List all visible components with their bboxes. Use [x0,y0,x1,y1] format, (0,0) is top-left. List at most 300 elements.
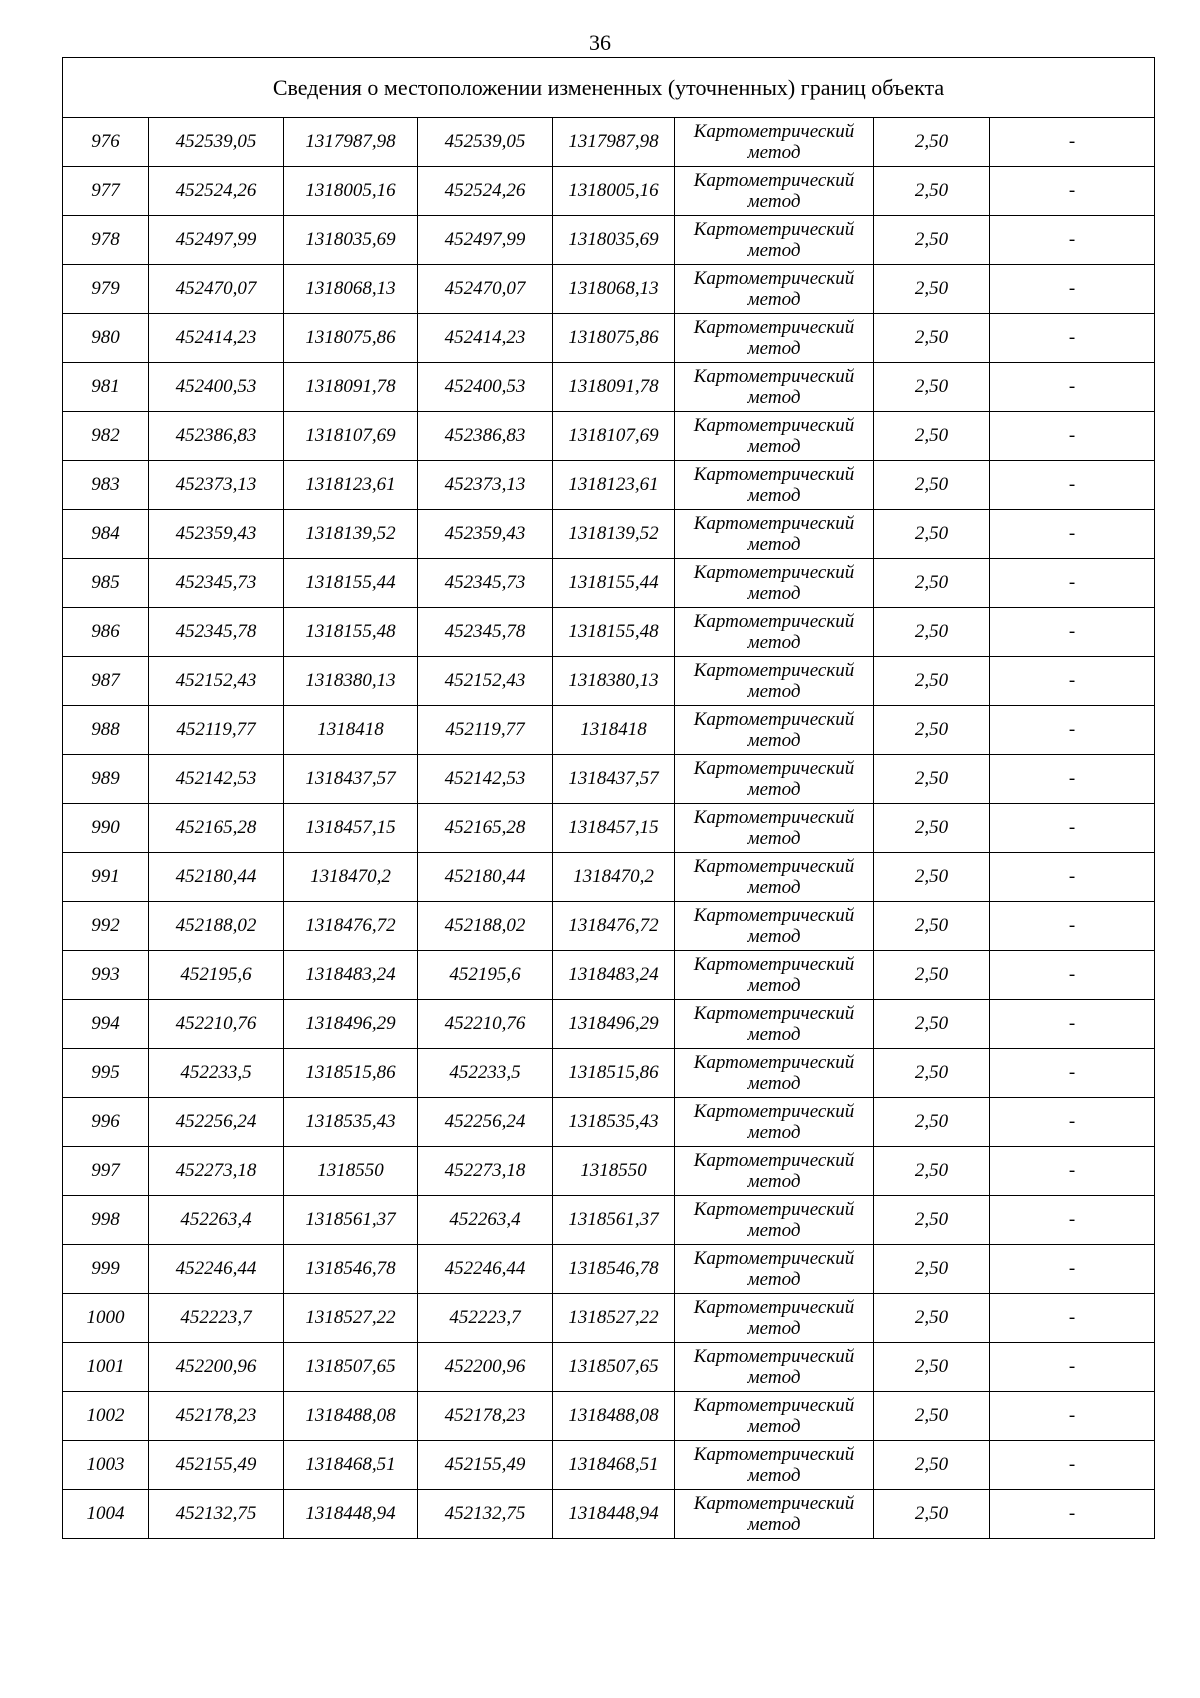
existing-y-cell: 1318107,69 [284,412,418,461]
accuracy-cell: 2,50 [874,363,990,412]
accuracy-cell: 2,50 [874,118,990,167]
point-number-cell: 999 [63,1245,149,1294]
method-line-1: Картометрический [693,954,855,975]
accuracy-cell: 2,50 [874,510,990,559]
existing-x-cell: 452195,6 [149,951,284,1000]
note-cell: - [990,265,1155,314]
point-number-cell: 979 [63,265,149,314]
existing-y-cell: 1318527,22 [284,1294,418,1343]
existing-y-cell: 1318418 [284,706,418,755]
refined-y-cell: 1318546,78 [553,1245,675,1294]
point-number-cell: 995 [63,1049,149,1098]
table-row [63,608,1155,657]
method-line-2: метод [747,1171,801,1192]
method-line-2: метод [747,926,801,947]
method-cell [675,510,874,559]
method-cell [675,265,874,314]
refined-x-cell: 452497,99 [418,216,553,265]
method-line-1: Картометрический [693,1248,855,1269]
point-number-cell: 1000 [63,1294,149,1343]
existing-x-cell: 452210,76 [149,1000,284,1049]
point-number-cell: 991 [63,853,149,902]
method-cell [675,412,874,461]
existing-y-cell: 1318468,51 [284,1441,418,1490]
existing-y-cell: 1318123,61 [284,461,418,510]
accuracy-cell: 2,50 [874,265,990,314]
note-cell: - [990,1441,1155,1490]
method-line-1: Картометрический [693,366,855,387]
accuracy-cell: 2,50 [874,902,990,951]
refined-x-cell: 452524,26 [418,167,553,216]
refined-y-cell: 1318068,13 [553,265,675,314]
accuracy-cell: 2,50 [874,608,990,657]
point-number-cell: 983 [63,461,149,510]
existing-x-cell: 452180,44 [149,853,284,902]
method-line-1: Картометрический [693,1395,855,1416]
point-number-cell: 977 [63,167,149,216]
existing-y-cell: 1318380,13 [284,657,418,706]
existing-y-cell: 1318550 [284,1147,418,1196]
refined-y-cell: 1318535,43 [553,1098,675,1147]
method-cell [675,804,874,853]
accuracy-cell: 2,50 [874,804,990,853]
note-cell: - [990,1343,1155,1392]
method-line-1: Картометрический [693,513,855,534]
point-number-cell: 990 [63,804,149,853]
existing-x-cell: 452200,96 [149,1343,284,1392]
accuracy-cell: 2,50 [874,755,990,804]
existing-x-cell: 452178,23 [149,1392,284,1441]
refined-y-cell: 1318107,69 [553,412,675,461]
refined-x-cell: 452132,75 [418,1490,553,1539]
method-line-2: метод [747,1318,801,1339]
refined-y-cell: 1318437,57 [553,755,675,804]
accuracy-cell: 2,50 [874,706,990,755]
note-cell: - [990,216,1155,265]
refined-x-cell: 452256,24 [418,1098,553,1147]
existing-y-cell: 1318068,13 [284,265,418,314]
refined-x-cell: 452263,4 [418,1196,553,1245]
method-line-1: Картометрический [693,268,855,289]
refined-y-cell: 1318123,61 [553,461,675,510]
existing-x-cell: 452132,75 [149,1490,284,1539]
method-line-1: Картометрический [693,1297,855,1318]
table-row [63,1490,1155,1539]
refined-x-cell: 452386,83 [418,412,553,461]
point-number-cell: 988 [63,706,149,755]
table-row [63,265,1155,314]
existing-y-cell: 1318005,16 [284,167,418,216]
table-row [63,902,1155,951]
method-line-1: Картометрический [693,1444,855,1465]
note-cell: - [990,363,1155,412]
table-row [63,1196,1155,1245]
existing-y-cell: 1318155,44 [284,559,418,608]
table-header-row [63,58,1155,118]
note-cell: - [990,853,1155,902]
method-cell [675,1196,874,1245]
method-line-1: Картометрический [693,905,855,926]
point-number-cell: 996 [63,1098,149,1147]
method-line-1: Картометрический [693,856,855,877]
table-row [63,1147,1155,1196]
method-line-1: Картометрический [693,317,855,338]
method-line-2: метод [747,534,801,555]
point-number-cell: 984 [63,510,149,559]
table-row [63,1294,1155,1343]
method-cell [675,1049,874,1098]
accuracy-cell: 2,50 [874,1441,990,1490]
refined-x-cell: 452195,6 [418,951,553,1000]
note-cell: - [990,1245,1155,1294]
existing-x-cell: 452386,83 [149,412,284,461]
point-number-cell: 997 [63,1147,149,1196]
note-cell: - [990,1000,1155,1049]
method-cell [675,1392,874,1441]
method-cell [675,1294,874,1343]
table-row [63,167,1155,216]
refined-y-cell: 1318448,94 [553,1490,675,1539]
method-line-2: метод [747,387,801,408]
existing-x-cell: 452414,23 [149,314,284,363]
method-cell [675,1490,874,1539]
table-row [63,461,1155,510]
refined-x-cell: 452246,44 [418,1245,553,1294]
existing-x-cell: 452223,7 [149,1294,284,1343]
note-cell: - [990,510,1155,559]
refined-y-cell: 1318380,13 [553,657,675,706]
existing-x-cell: 452345,78 [149,608,284,657]
note-cell: - [990,657,1155,706]
existing-y-cell: 1318496,29 [284,1000,418,1049]
refined-y-cell: 1318507,65 [553,1343,675,1392]
existing-x-cell: 452400,53 [149,363,284,412]
refined-y-cell: 1318483,24 [553,951,675,1000]
method-line-2: метод [747,289,801,310]
refined-x-cell: 452414,23 [418,314,553,363]
refined-y-cell: 1318155,48 [553,608,675,657]
note-cell: - [990,559,1155,608]
page-number: 36 [589,30,611,55]
note-cell: - [990,1147,1155,1196]
method-line-1: Картометрический [693,1101,855,1122]
refined-x-cell: 452165,28 [418,804,553,853]
refined-x-cell: 452188,02 [418,902,553,951]
table-row [63,1049,1155,1098]
table-row [63,510,1155,559]
method-line-2: метод [747,583,801,604]
accuracy-cell: 2,50 [874,167,990,216]
table-row [63,1392,1155,1441]
refined-y-cell: 1317987,98 [553,118,675,167]
table-row [63,804,1155,853]
method-line-2: метод [747,1367,801,1388]
method-line-2: метод [747,1416,801,1437]
table-row [63,706,1155,755]
method-line-1: Картометрический [693,758,855,779]
table-row [63,314,1155,363]
accuracy-cell: 2,50 [874,1392,990,1441]
existing-y-cell: 1318437,57 [284,755,418,804]
refined-x-cell: 452180,44 [418,853,553,902]
existing-y-cell: 1318091,78 [284,363,418,412]
accuracy-cell: 2,50 [874,1196,990,1245]
table-row [63,951,1155,1000]
method-cell [675,902,874,951]
method-cell [675,853,874,902]
method-line-2: метод [747,1073,801,1094]
existing-x-cell: 452155,49 [149,1441,284,1490]
point-number-cell: 978 [63,216,149,265]
existing-y-cell: 1318139,52 [284,510,418,559]
method-cell [675,363,874,412]
method-line-1: Картометрический [693,611,855,632]
refined-x-cell: 452345,78 [418,608,553,657]
point-number-cell: 1002 [63,1392,149,1441]
accuracy-cell: 2,50 [874,657,990,706]
method-cell [675,706,874,755]
refined-y-cell: 1318488,08 [553,1392,675,1441]
existing-y-cell: 1317987,98 [284,118,418,167]
refined-x-cell: 452273,18 [418,1147,553,1196]
note-cell: - [990,951,1155,1000]
note-cell: - [990,804,1155,853]
existing-y-cell: 1318155,48 [284,608,418,657]
note-cell: - [990,1098,1155,1147]
existing-y-cell: 1318535,43 [284,1098,418,1147]
method-line-1: Картометрический [693,1150,855,1171]
method-line-1: Картометрический [693,1346,855,1367]
note-cell: - [990,167,1155,216]
method-cell [675,1098,874,1147]
method-line-1: Картометрический [693,1199,855,1220]
boundary-coordinates-table [62,57,1155,1539]
method-cell [675,1245,874,1294]
note-cell: - [990,1196,1155,1245]
table-body [63,58,1155,1539]
table-row [63,1000,1155,1049]
existing-y-cell: 1318546,78 [284,1245,418,1294]
note-cell: - [990,1294,1155,1343]
refined-x-cell: 452200,96 [418,1343,553,1392]
existing-y-cell: 1318515,86 [284,1049,418,1098]
point-number-cell: 982 [63,412,149,461]
note-cell: - [990,412,1155,461]
existing-y-cell: 1318476,72 [284,902,418,951]
existing-x-cell: 452539,05 [149,118,284,167]
method-line-2: метод [747,142,801,163]
method-line-2: метод [747,1269,801,1290]
method-line-1: Картометрический [693,807,855,828]
method-line-2: метод [747,1514,801,1535]
refined-x-cell: 452400,53 [418,363,553,412]
method-line-2: метод [747,1122,801,1143]
method-line-2: метод [747,877,801,898]
point-number-cell: 993 [63,951,149,1000]
accuracy-cell: 2,50 [874,853,990,902]
refined-y-cell: 1318470,2 [553,853,675,902]
method-line-2: метод [747,436,801,457]
refined-x-cell: 452119,77 [418,706,553,755]
point-number-cell: 981 [63,363,149,412]
method-cell [675,608,874,657]
note-cell: - [990,314,1155,363]
method-line-2: метод [747,1220,801,1241]
method-cell [675,559,874,608]
note-cell: - [990,1392,1155,1441]
refined-y-cell: 1318515,86 [553,1049,675,1098]
point-number-cell: 986 [63,608,149,657]
accuracy-cell: 2,50 [874,412,990,461]
method-line-1: Картометрический [693,415,855,436]
refined-y-cell: 1318075,86 [553,314,675,363]
note-cell: - [990,706,1155,755]
method-line-2: метод [747,975,801,996]
existing-x-cell: 452263,4 [149,1196,284,1245]
note-cell: - [990,755,1155,804]
accuracy-cell: 2,50 [874,951,990,1000]
existing-x-cell: 452273,18 [149,1147,284,1196]
existing-y-cell: 1318470,2 [284,853,418,902]
refined-x-cell: 452155,49 [418,1441,553,1490]
method-line-1: Картометрический [693,121,855,142]
note-cell: - [990,608,1155,657]
refined-x-cell: 452345,73 [418,559,553,608]
existing-x-cell: 452373,13 [149,461,284,510]
point-number-cell: 980 [63,314,149,363]
table-row [63,118,1155,167]
table-row [63,853,1155,902]
refined-y-cell: 1318468,51 [553,1441,675,1490]
method-line-2: метод [747,730,801,751]
existing-y-cell: 1318448,94 [284,1490,418,1539]
point-number-cell: 1004 [63,1490,149,1539]
method-line-1: Картометрический [693,219,855,240]
existing-x-cell: 452152,43 [149,657,284,706]
refined-x-cell: 452539,05 [418,118,553,167]
existing-y-cell: 1318483,24 [284,951,418,1000]
note-cell: - [990,1490,1155,1539]
table-header: Сведения о местоположении измененных (уточненных) границ объекта [63,58,1155,118]
accuracy-cell: 2,50 [874,1000,990,1049]
refined-x-cell: 452210,76 [418,1000,553,1049]
method-line-2: метод [747,240,801,261]
point-number-cell: 1003 [63,1441,149,1490]
table-row [63,755,1155,804]
point-number-cell: 992 [63,902,149,951]
point-number-cell: 976 [63,118,149,167]
method-cell [675,1441,874,1490]
refined-y-cell: 1318035,69 [553,216,675,265]
point-number-cell: 985 [63,559,149,608]
accuracy-cell: 2,50 [874,1245,990,1294]
method-line-2: метод [747,681,801,702]
refined-x-cell: 452233,5 [418,1049,553,1098]
existing-y-cell: 1318035,69 [284,216,418,265]
table-row [63,1441,1155,1490]
method-cell [675,461,874,510]
method-line-2: метод [747,1465,801,1486]
existing-y-cell: 1318561,37 [284,1196,418,1245]
refined-y-cell: 1318550 [553,1147,675,1196]
method-cell [675,1000,874,1049]
table-row [63,657,1155,706]
refined-x-cell: 452359,43 [418,510,553,559]
refined-x-cell: 452178,23 [418,1392,553,1441]
point-number-cell: 994 [63,1000,149,1049]
refined-x-cell: 452152,43 [418,657,553,706]
refined-x-cell: 452142,53 [418,755,553,804]
point-number-cell: 987 [63,657,149,706]
existing-x-cell: 452359,43 [149,510,284,559]
point-number-cell: 998 [63,1196,149,1245]
table-row [63,559,1155,608]
accuracy-cell: 2,50 [874,1343,990,1392]
method-line-1: Картометрический [693,1003,855,1024]
refined-y-cell: 1318457,15 [553,804,675,853]
refined-x-cell: 452223,7 [418,1294,553,1343]
method-cell [675,314,874,363]
table-row [63,1343,1155,1392]
note-cell: - [990,902,1155,951]
method-line-2: метод [747,779,801,800]
method-cell [675,216,874,265]
method-line-2: метод [747,338,801,359]
note-cell: - [990,1049,1155,1098]
table-row [63,412,1155,461]
existing-y-cell: 1318488,08 [284,1392,418,1441]
existing-x-cell: 452119,77 [149,706,284,755]
refined-y-cell: 1318496,29 [553,1000,675,1049]
method-cell [675,118,874,167]
refined-y-cell: 1318527,22 [553,1294,675,1343]
method-line-1: Картометрический [693,1493,855,1514]
existing-x-cell: 452246,44 [149,1245,284,1294]
method-line-1: Картометрический [693,709,855,730]
existing-x-cell: 452142,53 [149,755,284,804]
existing-y-cell: 1318457,15 [284,804,418,853]
method-line-2: метод [747,828,801,849]
accuracy-cell: 2,50 [874,216,990,265]
refined-y-cell: 1318155,44 [553,559,675,608]
method-cell [675,167,874,216]
table-row [63,1245,1155,1294]
method-line-2: метод [747,485,801,506]
accuracy-cell: 2,50 [874,461,990,510]
method-cell [675,1147,874,1196]
method-line-1: Картометрический [693,1052,855,1073]
existing-x-cell: 452470,07 [149,265,284,314]
existing-x-cell: 452188,02 [149,902,284,951]
table-row [63,363,1155,412]
method-line-2: метод [747,632,801,653]
method-cell [675,657,874,706]
point-number-cell: 1001 [63,1343,149,1392]
table-row [63,1098,1155,1147]
refined-y-cell: 1318091,78 [553,363,675,412]
note-cell: - [990,118,1155,167]
refined-x-cell: 452373,13 [418,461,553,510]
note-cell: - [990,461,1155,510]
accuracy-cell: 2,50 [874,1490,990,1539]
accuracy-cell: 2,50 [874,314,990,363]
accuracy-cell: 2,50 [874,1294,990,1343]
method-line-1: Картометрический [693,660,855,681]
refined-y-cell: 1318418 [553,706,675,755]
refined-y-cell: 1318476,72 [553,902,675,951]
point-number-cell: 989 [63,755,149,804]
existing-x-cell: 452345,73 [149,559,284,608]
